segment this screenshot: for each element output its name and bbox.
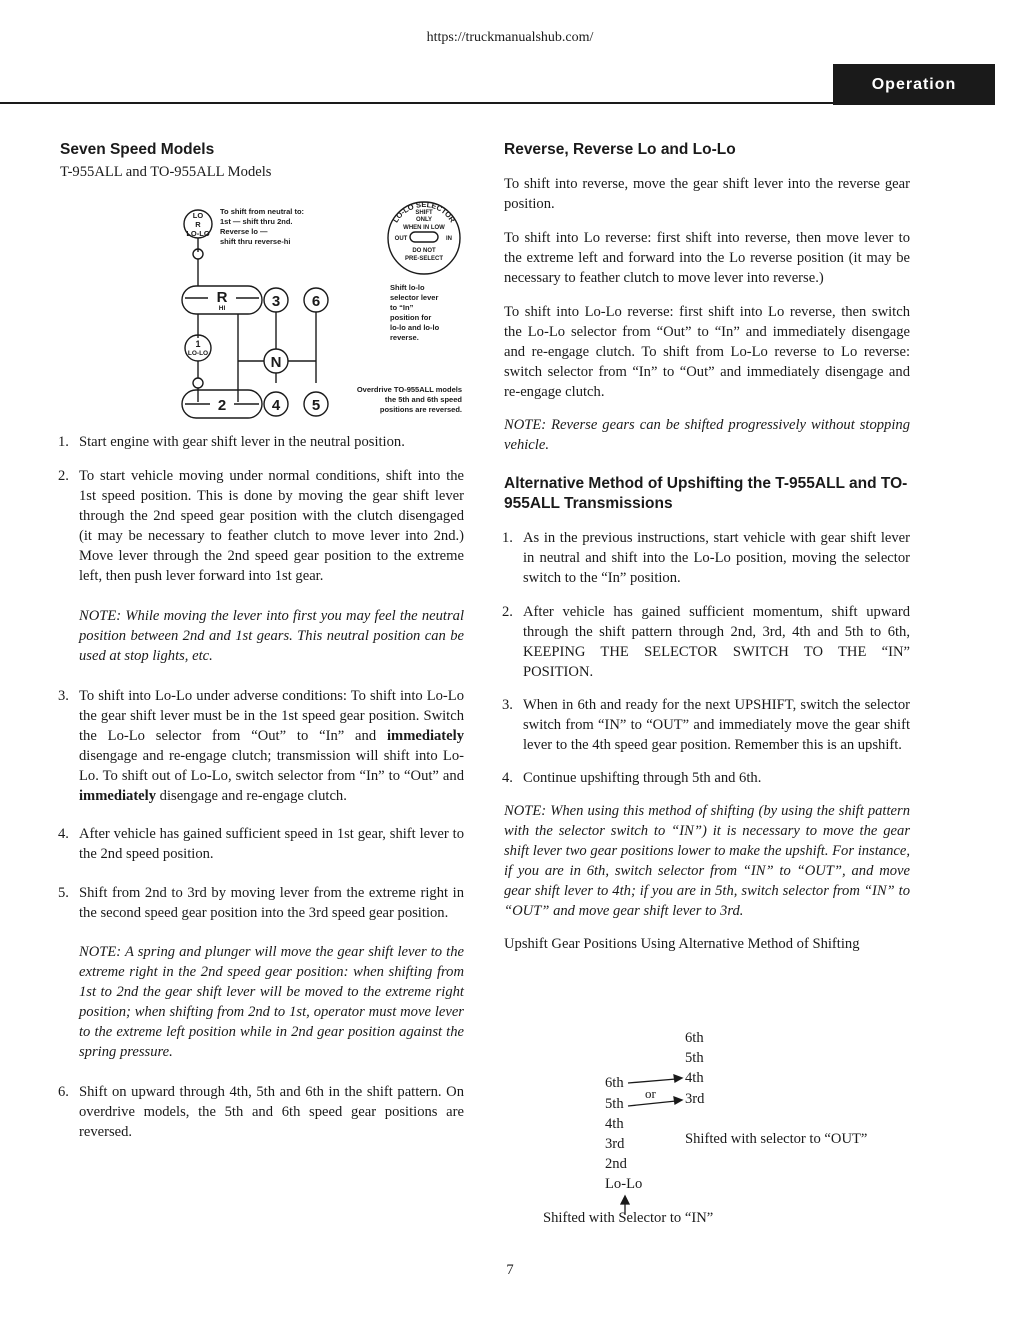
instruction-line-4: shift thru reverse-hi — [220, 237, 291, 246]
lolo-label: LO-LO — [186, 229, 210, 238]
step-5: 5. Shift from 2nd to 3rd by moving lever from the extreme right in the second speed gear position into the 3rd speed gear position. — [58, 885, 464, 921]
selector-line-1: SHIFT — [415, 210, 433, 216]
step-2: 2. To start vehicle moving under normal conditions, shift into the 1st speed position. This is done by moving the gear shift lever through the 2nd speed gear position with the clutch disengaged (it may be necessary to feather clutch to move lever into 2nd.) Move lever through the 2nd speed gear position to the extreme left, then push lever forward into 1st gear. — [58, 468, 464, 584]
out-6th: 6th — [685, 1030, 704, 1046]
gear-1-label: 1 — [195, 339, 201, 349]
overdrive-note-1: Overdrive TO-955ALL models — [356, 385, 462, 394]
selector-bottom-1: DO NOT — [412, 248, 436, 254]
reverse-para-2: To shift into Lo reverse: first shift into reverse, then move lever to the extreme left and forward into the Lo reverse position (it may be necessary to feather clutch to move lever into reverse.) — [504, 230, 910, 286]
in-lolo: Lo-Lo — [605, 1176, 643, 1192]
instruction-line-2: 1st — shift thru 2nd. — [220, 217, 293, 226]
alt-step-1: 1. As in the previous instructions, start vehicle with gear shift lever in neutral and shift into the Lo-Lo position, moving the selector switch to the “In” position. — [502, 530, 910, 586]
in-4th: 4th — [605, 1116, 624, 1132]
out-caption: Shifted with selector to “OUT” — [685, 1131, 868, 1147]
section-title: Seven Speed Models — [60, 141, 215, 158]
step-6: 6. Shift on upward through 4th, 5th and 6th in the shift pattern. On overdrive models, the 5th and 6th speed gear positions are reversed. — [58, 1084, 464, 1140]
note-reverse: NOTE: Reverse gears can be shifted progressively without stopping vehicle. — [504, 417, 910, 453]
step-4: 4. After vehicle has gained sufficient speed in 1st gear, shift lever to the 2nd speed position. — [58, 826, 464, 862]
right-column — [504, 140, 910, 954]
out-3rd: 3rd — [685, 1091, 705, 1107]
shift-pattern-diagram — [60, 190, 464, 426]
alt-step-4: 4. Continue upshifting through 5th and 6th. — [502, 770, 762, 786]
alt-step-2: 2. After vehicle has gained sufficient momentum, shift upward through the shift pattern through 2nd, 3rd, 4th and 5th to 6th, KEEPING THE SELECTOR SWITCH TO THE “IN” POSITION. — [502, 604, 910, 680]
page-number: 7 — [506, 1262, 514, 1278]
gear-n-label: N — [270, 354, 282, 371]
shift-note-5: lo-lo and lo-lo — [390, 323, 440, 332]
lo-label: LO — [192, 211, 204, 220]
overdrive-note-3: positions are reversed. — [379, 405, 462, 414]
step-3: 3. To shift into Lo-Lo under adverse conditions: To shift into Lo-Lo the gear shift lever must be in the 1st speed gear position. Switch the Lo-Lo selector from “Out” to “In” and immediately disengage and re-engage clutch; transmission will shift into Lo-Lo. To shift out of Lo-Lo, switch selector from “In” to “Out” and immediately disengage and re-engage clutch. — [58, 688, 464, 804]
in-3rd: 3rd — [605, 1136, 625, 1152]
selector-out-label: OUT — [394, 236, 408, 242]
selector-ring-label: LO-LO SELECTOR — [390, 199, 458, 225]
upshift-arrows — [620, 1070, 700, 1220]
gear-2-label: 2 — [217, 397, 227, 414]
selector-bottom-2: PRE-SELECT — [404, 256, 444, 262]
arrow-5th-to-3rd — [674, 1097, 682, 1104]
left-column — [60, 140, 464, 1142]
selector-line-3: WHEN IN LOW — [403, 225, 445, 231]
gear-1-sub: LO-LO — [187, 350, 209, 357]
shift-note-2: selector lever — [390, 293, 439, 302]
gear-5-label: 5 — [311, 397, 321, 414]
upshift-title: Upshift Gear Positions Using Alternative Method of Shifting — [504, 936, 860, 952]
source-url[interactable]: https://truckmanualshub.com/ — [426, 30, 594, 45]
alternative-title: Alternative Method of Upshifting the T-955ALL and TO-955ALL Transmissions — [504, 475, 908, 512]
in-2nd: 2nd — [605, 1156, 627, 1172]
gear-r-sub: HI — [218, 305, 226, 312]
gear-6-label: 6 — [311, 293, 321, 310]
selector-in-label: IN — [446, 236, 452, 242]
instruction-line-3: Reverse lo — — [220, 227, 268, 236]
r-small-label: R — [195, 220, 201, 229]
step-1: 1. Start engine with gear shift lever in the neutral position. — [58, 434, 405, 450]
in-caption: Shifted with Selector to “IN” — [543, 1210, 714, 1226]
emphasis-immediately: immediately — [386, 728, 464, 744]
emphasis-immediately-2: immediately — [79, 788, 157, 804]
gear-4-label: 4 — [271, 397, 281, 414]
arrow-up-lolo — [621, 1196, 629, 1204]
note-alternative: NOTE: When using this method of shifting (by using the shift pattern with the selector switch to “IN”) it is necessary to move the gear shift lever two gear positions lower to make the upshift. For instance, if you are in 6th, switch selector from “IN” to “OUT”, and move gear shift lever to 4th; if you are in 5th, switch selector from “IN” to “OUT” and move gear shift lever to 3rd. — [504, 803, 910, 919]
selector-line-2: ONLY — [415, 217, 433, 223]
reverse-para-1: To shift into reverse, move the gear shift lever into the reverse gear position. — [504, 176, 910, 212]
shift-note-6: reverse. — [390, 333, 419, 342]
shift-note-4: position for — [390, 313, 432, 322]
header-rule — [0, 102, 835, 104]
in-5th: 5th — [605, 1096, 624, 1112]
note-spring: NOTE: A spring and plunger will move the gear shift lever to the extreme right in the 2nd speed gear position: when shifting from 1st to 2nd the gear shift lever will be moved to the extreme right position; when shifting from 2nd to 1st, operator must move lever to the extreme left position while in 2nd gear position against the spring pressure. — [79, 944, 464, 1060]
shift-note-3: to “In” — [390, 303, 414, 312]
section-tab: Operation — [833, 64, 995, 105]
gear-3-label: 3 — [271, 293, 281, 310]
alt-step-3: 3. When in 6th and ready for the next UPSHIFT, switch the selector switch from “IN” to “OUT” and immediately move the gear shift lever to the 4th speed gear position. Remember this is an upshift. — [502, 697, 910, 753]
section-subtitle: T-955ALL and TO-955ALL Models — [60, 164, 272, 180]
in-6th: 6th — [605, 1075, 624, 1091]
arrow-6th-to-4th — [674, 1075, 682, 1082]
out-5th: 5th — [685, 1050, 704, 1066]
shift-note-1: Shift lo-lo — [390, 283, 425, 292]
instruction-line-1: To shift from neutral to: — [220, 207, 305, 216]
gear-r-label: R — [216, 289, 228, 306]
note-neutral: NOTE: While moving the lever into first you may feel the neutral position between 2nd and 1st gears. This neutral position can be used at stop lights, etc. — [79, 608, 464, 664]
overdrive-note-2: the 5th and 6th speed — [384, 395, 462, 404]
out-4th: 4th — [685, 1070, 704, 1086]
reverse-title: Reverse, Reverse Lo and Lo-Lo — [504, 141, 736, 158]
reverse-para-3: To shift into Lo-Lo reverse: first shift into Lo reverse, then switch the Lo-Lo selector from “Out” to “In” and immediately disengage and re-engage clutch. To shift from Lo-Lo reverse to Lo reverse: switch selector from “In” to “Out” and immediately disengage and re-engage clutch. — [504, 304, 910, 400]
or-label: or — [645, 1086, 656, 1101]
